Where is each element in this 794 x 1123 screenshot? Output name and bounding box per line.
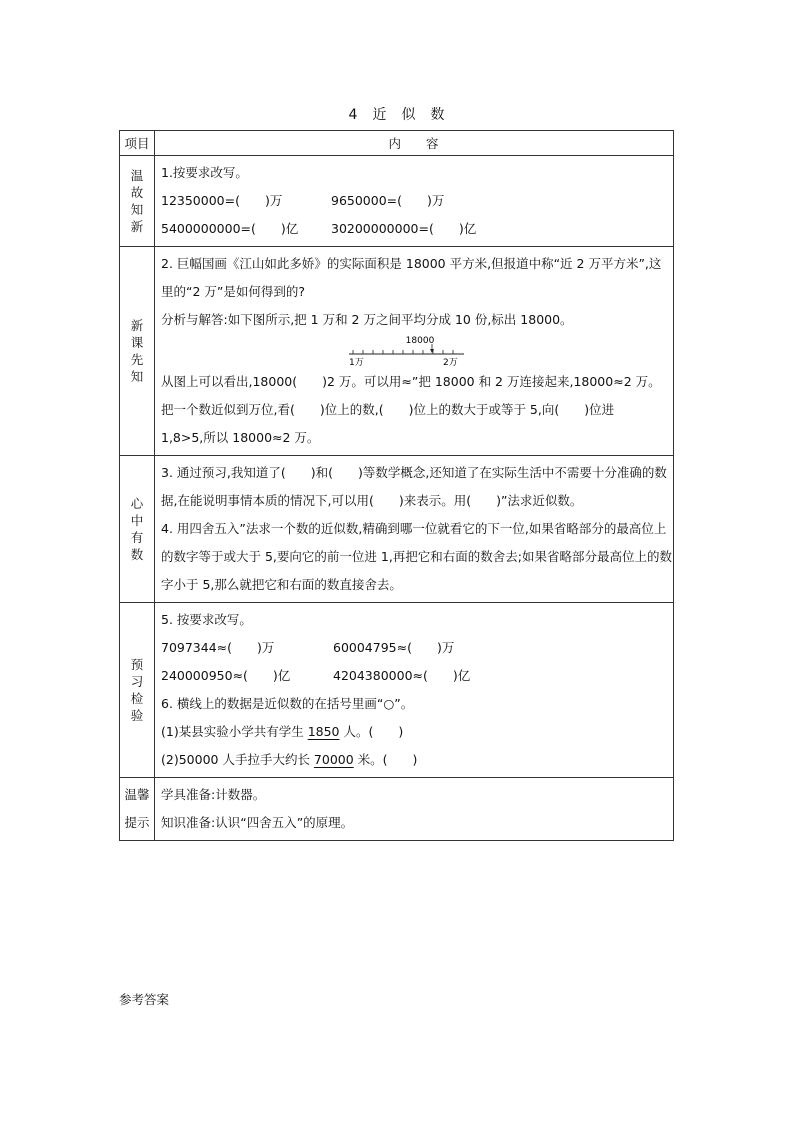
tips-row (120, 778, 674, 841)
question-1: 1.按要求改写。 (161, 165, 248, 180)
header-content (155, 131, 674, 156)
newlesson-row (120, 247, 674, 456)
check-row (120, 603, 674, 778)
review-label-char: 新 (130, 219, 144, 234)
item-text: 米。( ) (353, 752, 418, 767)
review-label-char: 知 (130, 202, 144, 217)
check-exercise-row-2 (161, 662, 673, 690)
question-6-item-2 (161, 746, 673, 774)
review-exercise-row-2 (161, 215, 673, 243)
mind-row (120, 456, 674, 603)
number-line-left-label: 1万 (349, 358, 364, 368)
underlined-number: 70000 (313, 752, 354, 767)
mind-label-char: 心 (130, 496, 144, 511)
review-label-char: 故 (130, 185, 144, 200)
question-6: 6. 横线上的数据是近似数的在括号里画“○”。 (161, 696, 414, 711)
check-exercise-row-1 (161, 634, 673, 662)
exercise-item: 240000950≈( )亿 (161, 668, 291, 683)
newlesson-label-char: 课 (130, 335, 144, 350)
review-row (120, 156, 674, 247)
question-5: 5. 按要求改写。 (161, 612, 252, 627)
review-label (120, 156, 155, 247)
title-char-1: 近 (372, 107, 388, 123)
check-label-char: 验 (130, 708, 144, 723)
exercise-item: 4204380000≈( )亿 (333, 668, 471, 683)
newlesson-label-char: 新 (130, 318, 144, 333)
exercise-item: 9650000=( )万 (331, 193, 445, 208)
newlesson-content (155, 247, 674, 456)
check-label (120, 603, 155, 778)
item-text: (1)某县实验小学共有学生 (161, 724, 308, 739)
check-label-char: 检 (130, 691, 144, 706)
underlined-number: 1850 (307, 724, 340, 739)
mind-label-char: 数 (130, 547, 144, 562)
tip-tools: 学具准备:计数器。 (161, 787, 266, 802)
header-content-char-2: 容 (426, 136, 440, 151)
review-content (155, 156, 674, 247)
mind-label-char: 有 (130, 530, 144, 545)
question-4: 4. 用四舍五入”法求一个数的近似数,精确到哪一位就看它的下一位,如果省略部分的最高位上的数字等于或大于 5,要向它的前一位进 1,再把它和右面的数舍去;如果省略部分最高位上的数字小于 5,那么就把它和右面的数直接舍去。 (161, 521, 673, 592)
title-char-3: 数 (430, 107, 446, 123)
mind-content (155, 456, 674, 603)
analysis-text: 分析与解答:如下图所示,把 1 万和 2 万之间平均分成 10 份,标出 18000。 (161, 312, 573, 327)
exercise-item: 60004795≈( )万 (333, 640, 455, 655)
title-char-2: 似 (401, 107, 417, 123)
page-title (0, 104, 794, 124)
exercise-item: 12350000=( )万 (161, 193, 283, 208)
check-label-char: 习 (130, 674, 144, 689)
newlesson-label-char: 先 (130, 352, 144, 367)
header-row (120, 131, 674, 156)
worksheet-table (119, 130, 674, 841)
tips-content (155, 778, 674, 841)
number-line-ticks (353, 350, 453, 354)
number-line-mark-label: 18000 (405, 336, 435, 346)
question-2: 2. 巨幅国画《江山如此多娇》的实际面积是 18000 平方米,但报道中称“近 2 万平方米”,这里的“2 万”是如何得到的? (161, 256, 662, 299)
mind-label (120, 456, 155, 603)
question-6-item-1 (161, 718, 673, 746)
header-item: 项目 (120, 131, 155, 156)
tips-label-line: 提示 (124, 815, 150, 830)
title-number: 4 (348, 107, 359, 123)
question-3: 3. 通过预习,我知道了( )和( )等数学概念,还知道了在实际生活中不需要十分准确的数据,在能说明事情本质的情况下,可以用( )来表示。用( )”法求近似数。 (161, 465, 667, 508)
tips-label-line: 温馨 (124, 787, 150, 802)
mind-label-char: 中 (130, 513, 144, 528)
exercise-item: 30200000000=( )亿 (331, 221, 477, 236)
newlesson-label-char: 知 (130, 369, 144, 384)
newlesson-line-2: 把一个数近似到万位,看( )位上的数,( )位上的数大于或等于 5,向( )位进 (161, 402, 615, 417)
number-line (349, 334, 479, 368)
exercise-item: 7097344≈( )万 (161, 640, 275, 655)
number-line-right-label: 2万 (443, 358, 458, 368)
newlesson-label (120, 247, 155, 456)
newlesson-line-1: 从图上可以看出,18000( )2 万。可以用≈”把 18000 和 2 万连接起来,18000≈2 万。 (161, 374, 661, 389)
check-content (155, 603, 674, 778)
review-exercise-row-1 (161, 187, 673, 215)
number-line-figure (161, 334, 673, 368)
check-label-char: 预 (130, 657, 144, 672)
reference-answers-heading: 参考答案 (119, 992, 170, 1007)
item-text: (2)50000 人手拉手大约长 (161, 752, 314, 767)
tips-label (120, 778, 155, 841)
review-label-char: 温 (130, 168, 144, 183)
tip-knowledge: 知识准备:认识“四舍五入”的原理。 (161, 815, 354, 830)
exercise-item: 5400000000=( )亿 (161, 221, 299, 236)
header-content-char-1: 内 (388, 136, 402, 151)
newlesson-line-3: 1,8>5,所以 18000≈2 万。 (161, 430, 320, 445)
item-text: 人。( ) (339, 724, 404, 739)
